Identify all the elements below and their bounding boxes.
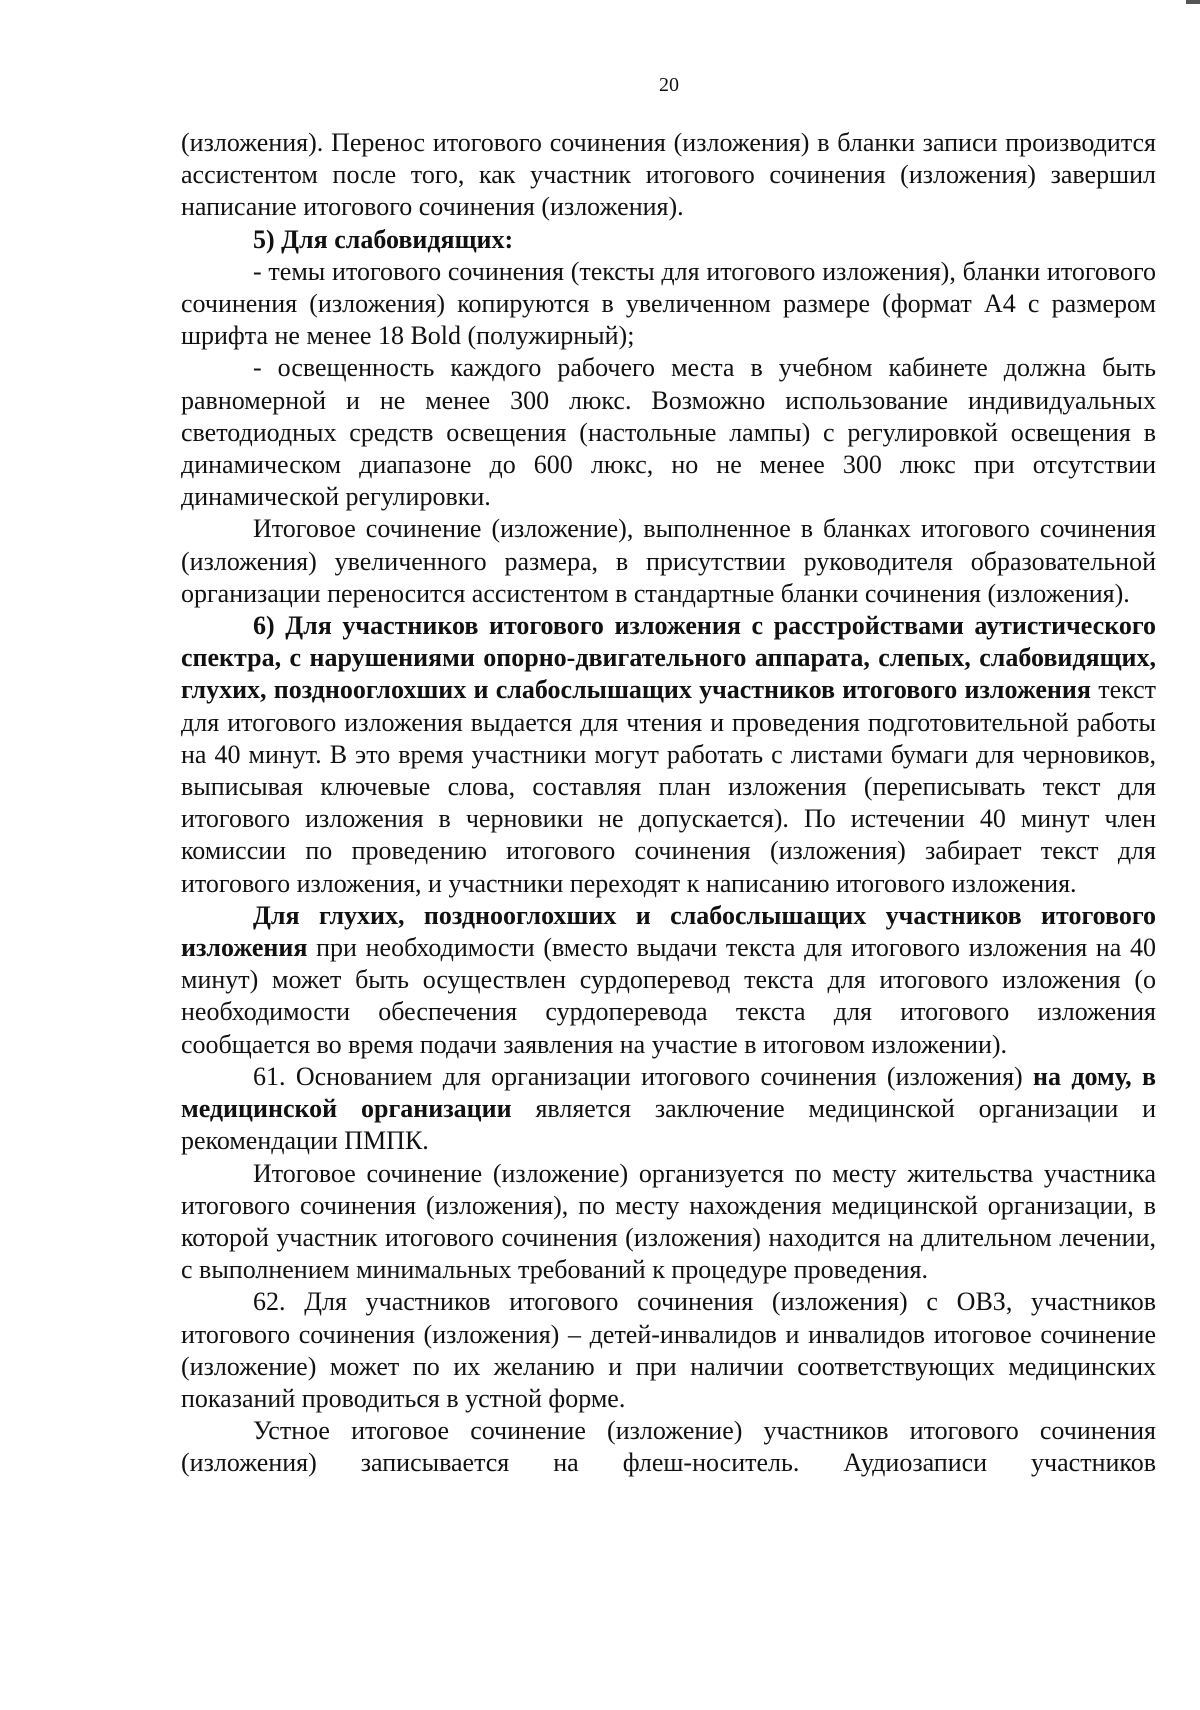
paragraph-enlarged-forms: - темы итогового сочинения (тексты для итогового изложения), бланки итогового сочинения (изложения) копируются в увеличенном размере (формат А4 с размером шрифта не менее 18 Bold (полужирный); [181, 256, 1156, 351]
paragraph-sign-language [181, 900, 1156, 1061]
paragraph-transfer-to-standard-forms: Итоговое сочинение (изложение), выполненное в бланках итогового сочинения (изложения) увеличенного размера, в присутствии руководителя образовательной организации переносится ассистентом в стандартные бланки сочинения (изложения). [181, 514, 1156, 608]
sign-language-text: при необходимости (вместо выдачи текста для итогового изложения на 40 минут) может быть осуществлен сурдоперевод текста для итогового изложения (о необходимости обеспечения сурдоперевода текста для итогового изложения сообщается во время подачи заявления на участие в итоговом изложении). [181, 933, 1156, 1059]
section-heading-low-vision: 5) Для слабовидящих: [253, 224, 514, 254]
scan-edge-mark [1186, 0, 1200, 4]
item-61-end: является заключение медицинской организации и рекомендации ПМПК. [181, 1094, 1156, 1156]
page-number: 20 [659, 74, 679, 96]
sign-language-bold-lead: Для глухих, позднооглохших и слабослышащих участников итогового изложения [181, 900, 1156, 963]
document-body [181, 127, 1156, 1480]
paragraph-item-62: 62. Для участников итогового сочинения (изложения) с ОВЗ, участников итогового сочинения (изложения) – детей-инвалидов и инвалидов итоговое сочинение (изложение) может по их желанию и при наличии соответствующих медицинских показаний проводиться в устной форме. [181, 1287, 1156, 1413]
item-61-bold: на дому, в медицинской организации [181, 1061, 1156, 1124]
paragraph-continuation: (изложения). Перенос итогового сочинения (изложения) в бланки записи производится ассистентом после того, как участник итогового сочинения (изложения) завершил написание итогового сочинения (изложения). [181, 128, 1156, 222]
paragraph-oral-recording: Устное итоговое сочинение (изложение) участников итогового сочинения (изложения) записывается на флеш-носитель. Аудиозаписи участников [181, 1416, 1156, 1478]
paragraph-item-61 [181, 1061, 1156, 1158]
paragraph-home-organization: Итоговое сочинение (изложение) организуется по месту жительства участника итогового сочинения (изложения), по месту нахождения медицинской организации, в которой участник итогового сочинения (изложения) находится на длительном лечении, с выполнением минимальных требований к процедуре проведения. [181, 1158, 1156, 1285]
paragraph-illumination: - освещенность каждого рабочего места в учебном кабинете должна быть равномерной и не менее 300 люкс. Возможно использование индивидуальных светодиодных средств освещения (настольные лампы) с регулировкой освещения в динамическом диапазоне до 600 люкс, но не менее 300 люкс при отсутствии динамической регулировки. [181, 353, 1156, 512]
item-6-bold-lead: 6) Для участников итогового изложения с расстройствами аутистического спектра, с нарушениями опорно-двигательного аппарата, слепых, слабовидящих, глухих, позднооглохших и слабослышащих участников итогового изложения [181, 611, 1156, 705]
item-61-start: 61. Основанием для организации итогового сочинения (изложения) [253, 1061, 1034, 1091]
item-6-text: текст для итогового изложения выдается для чтения и проведения подготовительной работы на 40 минут. В это время участники могут работать с листами бумаги для черновиков, выписывая ключевые слова, составляя план изложения (переписывать текст для итогового изложения в черновики не допускается). По истечении 40 минут член комиссии по проведению итогового сочинения (изложения) забирает текст для итогового изложения, и участники переходят к написанию итогового изложения. [181, 675, 1156, 898]
paragraph-item-6 [181, 610, 1156, 900]
